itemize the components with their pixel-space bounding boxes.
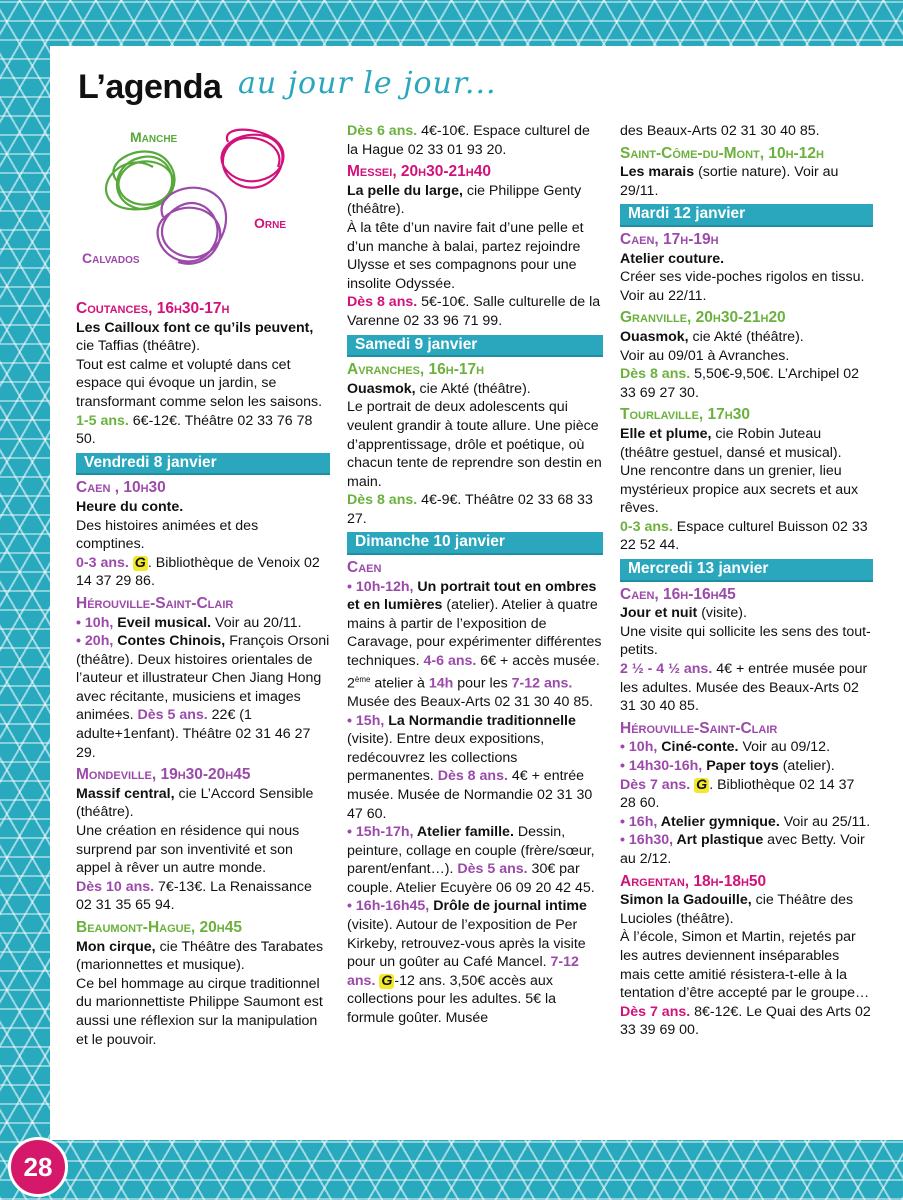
event-info: Dès 6 ans. 4€-10€. Espace culturel de la Hague 02 33 01 93 20. bbox=[347, 123, 590, 158]
event-info: Dès 10 ans. 7€-13€. La Renaissance 02 31 35 65 94. bbox=[76, 878, 312, 914]
orne-label: Orne bbox=[254, 215, 287, 231]
event-desc: Des histoires animées et des comptines. bbox=[76, 517, 259, 553]
free-g-icon: G bbox=[134, 554, 146, 571]
event-entry: Mon cirque, cie Théâtre des Tarabates (marionnettes et musique). bbox=[76, 938, 324, 974]
event-entry: • 16h, Atelier gymnique. Voir au 25/11. bbox=[620, 813, 871, 830]
event-place: Caen bbox=[347, 559, 382, 577]
event-info: Dès 8 ans. 5€-10€. Salle culturelle de la Varenne 02 33 96 71 99. bbox=[347, 294, 601, 329]
day-header: Mardi 12 janvier bbox=[620, 204, 873, 227]
event-entry: • 16h30, Art plastique avec Betty. Voir au 2/12. bbox=[620, 832, 865, 867]
event-desc: Voir au 09/01 à Avranches. bbox=[620, 347, 790, 364]
event-desc: Une rencontre dans un grenier, lieu mystérieux propice aux secrets et aux rêves. bbox=[620, 463, 859, 517]
event-title: Atelier couture. bbox=[620, 250, 725, 267]
event-desc: Une création en résidence qui nous surprend par son inventivité et son appel à rêver un autre monde. bbox=[76, 823, 300, 877]
event-place: Caen , 10h30 bbox=[76, 479, 166, 497]
column-1 bbox=[76, 296, 330, 1049]
event-entry: • 10h-12h, Un portrait tout en ombres et en lumières (atelier). Atelier à quatre mains à partir de l’exposition de Caravage, pour expérimenter différentes techniques. 4-6 ans. 6€ + accès musée. 2ème atelier à 14h pour les 7-12 ans. Musée des Beaux-Arts 02 31 30 40 85. bbox=[347, 578, 602, 710]
event-entry: • 20h, Contes Chinois, François Orsoni (théâtre). Deux histoires orientales de l’auteur et illustrateur Chen Jiang Hong avec récitante, musiciens et images animées. Dès 5 ans. 22€ (1 adulte+1enfant). Théâtre 02 31 46 27 29. bbox=[76, 633, 330, 761]
event-entry: La pelle du large, cie Philippe Genty (théâtre). bbox=[347, 182, 582, 218]
day-header: Samedi 9 janvier bbox=[347, 335, 603, 358]
event-desc: À la tête d’un navire fait d’une pelle et d’un manche à balai, partez rejoindre Ulysse et ses compagnons pour une insolite Odyssée. bbox=[347, 219, 584, 292]
event-info: des Beaux-Arts 02 31 30 40 85. bbox=[620, 123, 820, 139]
event-place: Caen, 16h-16h45 bbox=[620, 585, 736, 603]
event-info: 0-3 ans. Espace culturel Buisson 02 33 22 52 44. bbox=[620, 518, 868, 554]
event-entry: Les Cailloux font ce qu’ils peuvent, cie Taffias (théâtre). bbox=[76, 319, 314, 355]
event-place: Saint-Côme-du-Mont, 10h-12h bbox=[620, 144, 824, 162]
day-header: Dimanche 10 janvier bbox=[347, 532, 603, 555]
event-place: Hérouville-Saint-Clair bbox=[76, 594, 234, 612]
column-3 bbox=[620, 122, 873, 1040]
orne-scribble bbox=[222, 130, 284, 188]
event-info: Dès 8 ans. 5,50€-9,50€. L’Archipel 02 33 69 27 30. bbox=[620, 366, 859, 401]
event-entry: • 10h, Ciné-conte. Voir au 09/12. bbox=[620, 739, 831, 756]
event-entry: Massif central, cie L’Accord Sensible (théâtre). bbox=[76, 785, 314, 821]
column-2 bbox=[347, 122, 603, 1028]
event-info: Dès 7 ans. 8€-12€. Le Quai des Arts 02 33 39 69 00. bbox=[620, 1003, 871, 1039]
event-info: Dès 8 ans. 4€-9€. Théâtre 02 33 68 33 27. bbox=[347, 492, 593, 527]
page-subtitle: au jour le jour... bbox=[238, 66, 497, 101]
event-entry: Les marais (sortie nature). Voir au 29/11. bbox=[620, 164, 839, 199]
event-place: Granville, 20h30-21h20 bbox=[620, 309, 786, 327]
day-header: Mercredi 13 janvier bbox=[620, 559, 873, 582]
event-entry: • 15h-17h, Atelier famille. Dessin, peinture, collage en couple (frère/sœur, parent/enfant…). Dès 5 ans. 30€ par couple. Atelier Ecuyère 06 09 20 42 45. bbox=[347, 824, 595, 896]
event-entry: Ouasmok, cie Akté (théâtre). bbox=[347, 380, 531, 397]
day-header: Vendredi 8 janvier bbox=[76, 453, 330, 476]
event-entry: Elle et plume, cie Robin Juteau (théâtre gestuel, dansé et musical). bbox=[620, 425, 842, 461]
region-scribble-map bbox=[78, 122, 328, 292]
event-info: 2 ½ - 4 ½ ans. 4€ + entrée musée pour les adultes. Musée des Beaux-Arts 02 31 30 40 85. bbox=[620, 661, 868, 715]
event-info: 1-5 ans. 6€-12€. Théâtre 02 33 76 78 50. bbox=[76, 412, 313, 448]
event-desc: Créer ses vide-poches rigolos en tissu. Voir au 22/11. bbox=[620, 269, 865, 304]
event-title: Heure du conte. bbox=[76, 498, 184, 515]
event-desc: Une visite qui sollicite les sens des tout-petits. bbox=[620, 623, 871, 659]
event-info: 0-3 ans. G . Bibliothèque de Venoix 02 14 37 29 86. bbox=[76, 554, 320, 590]
event-place: Argentan, 18h-18h50 bbox=[620, 872, 767, 890]
event-desc: À l’école, Simon et Martin, rejetés par les autres deviennent inséparables mais cette amitié résistera-t-elle à la tentation d’être accepté par le groupe… bbox=[620, 929, 870, 1002]
event-entry: Jour et nuit (visite). bbox=[620, 605, 747, 622]
event-place: Coutances, 16h30-17h bbox=[76, 300, 230, 317]
event-entry: Simon la Gadouille, cie Théâtre des Lucioles (théâtre). bbox=[620, 892, 854, 927]
event-entry: • 14h30-16h, Paper toys (atelier). bbox=[620, 758, 835, 774]
calvados-scribble bbox=[158, 188, 226, 264]
event-place: Tourlaville, 17h30 bbox=[620, 406, 750, 424]
page-number: 28 bbox=[8, 1137, 68, 1197]
page-title: L’agenda bbox=[78, 68, 222, 106]
event-place: Beaumont-Hague, 20h45 bbox=[76, 919, 242, 936]
calvados-label: Calvados bbox=[82, 250, 140, 266]
event-info: Dès 7 ans. G . Bibliothèque 02 14 37 28 60. bbox=[620, 776, 855, 812]
event-place: Mondeville, 19h30-20h45 bbox=[76, 766, 251, 784]
event-place: Avranches, 16h-17h bbox=[347, 361, 485, 379]
event-desc: Ce bel hommage au cirque traditionnel du marionnettiste Philippe Saumont est aussi une réflexion sur la manipulation et le pouvoir. bbox=[76, 975, 323, 1048]
event-place: Caen, 17h-19h bbox=[620, 230, 719, 248]
event-desc: Tout est calme et volupté dans cet espace qui évoque un jardin, se transformant comme selon les saisons. bbox=[76, 356, 323, 410]
event-entry: • 15h, La Normandie traditionnelle (visite). Entre deux expositions, redécouvrez les collections permanentes. Dès 8 ans. 4€ + entrée musée. Musée de Normandie 02 31 30 47 60. bbox=[347, 712, 593, 822]
manche-label: Manche bbox=[130, 129, 178, 145]
event-place: Hérouville-Saint-Clair bbox=[620, 719, 778, 737]
event-entry: • 10h, Eveil musical. Voir au 20/11. bbox=[76, 614, 302, 631]
event-entry: Ouasmok, cie Akté (théâtre). bbox=[620, 328, 804, 345]
event-desc: Le portrait de deux adolescents qui veulent grandir à toute allure. Une pièce d’apprentissage, drôle et poétique, où chacun tente de reprendre son destin en main. bbox=[347, 399, 602, 490]
event-entry: • 16h-16h45, Drôle de journal intime (visite). Autour de l’exposition de Per Kirkeby, retrouvez-vous après la visite pour un goûter au Café Mancel. 7-12 ans. G -12 ans. 3,50€ accès aux collections pour les adultes. 5€ la formule goûter. Musée bbox=[347, 898, 587, 1027]
free-g-icon: G bbox=[696, 776, 708, 793]
free-g-icon: G bbox=[381, 972, 393, 989]
event-place: Messei, 20h30-21h40 bbox=[347, 163, 491, 181]
